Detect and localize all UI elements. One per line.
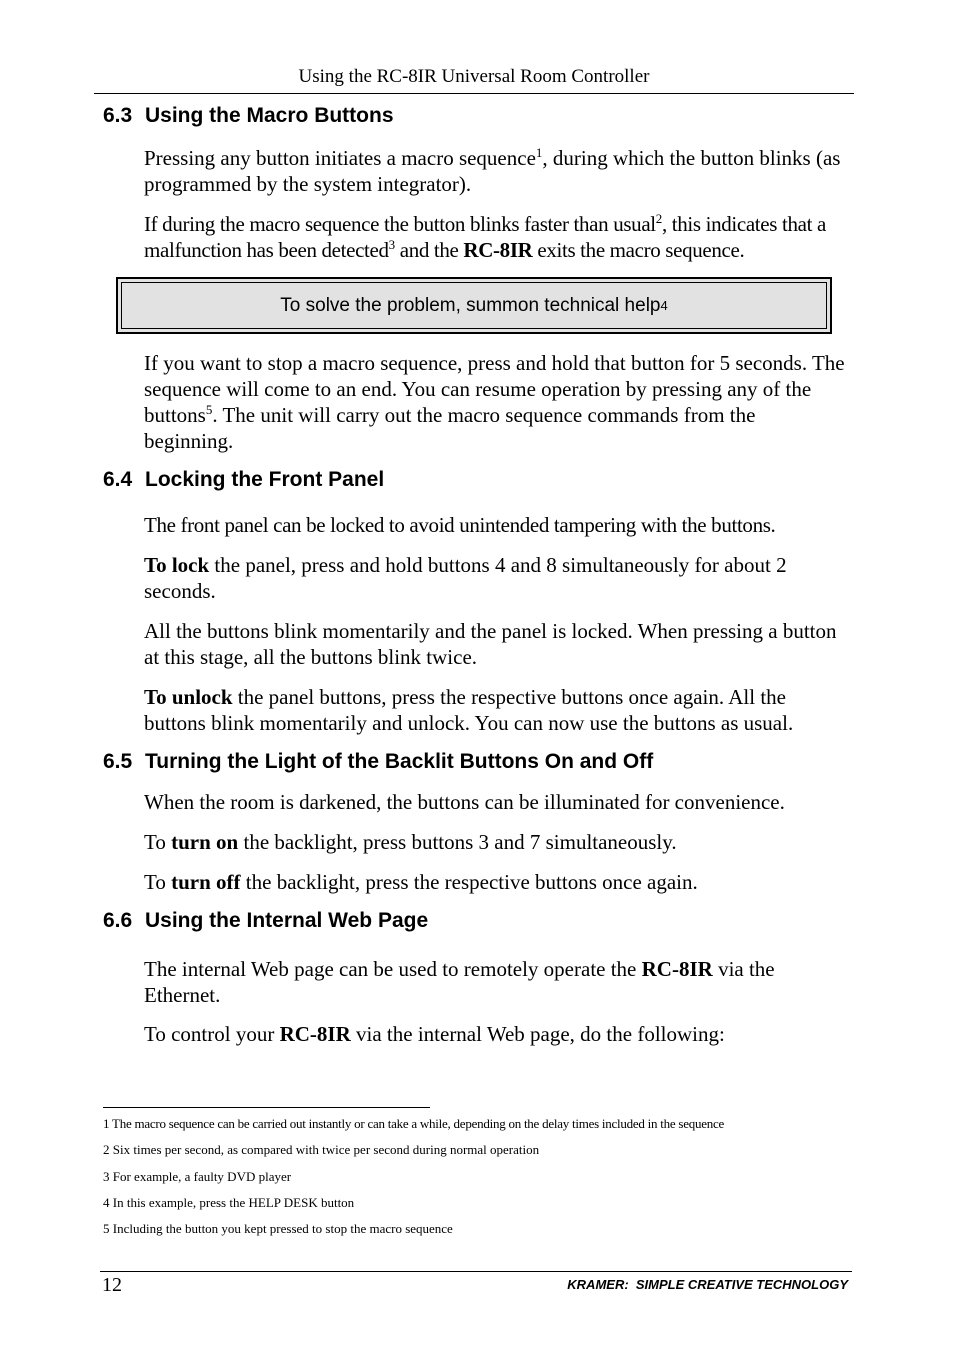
section-number: 6.4 <box>103 468 133 491</box>
section-number: 6.3 <box>103 104 133 127</box>
bold-run: turn off <box>171 870 241 894</box>
text-run: the panel buttons, press the respective buttons once again. All the buttons blink momentarily and unlock. You can now use the buttons as usual. <box>144 685 794 735</box>
text-run: To <box>144 830 172 854</box>
footnote-2: 2 Six times per second, as compared with twice per second during normal operation <box>103 1142 540 1157</box>
footer-rule <box>100 1271 852 1272</box>
paragraph-to-unlock <box>144 684 849 736</box>
footnote-ref-2: 2 <box>655 211 662 226</box>
section-heading-6-4 <box>103 468 384 492</box>
paragraph-lock-intro: The front panel can be locked to avoid unintended tampering with the buttons. <box>144 513 776 537</box>
section-heading-6-5 <box>103 750 653 774</box>
bold-run: To unlock <box>144 685 233 709</box>
paragraph-stop-macro <box>144 350 849 454</box>
text-run: . The unit will carry out the macro sequence commands from the beginning. <box>144 403 756 453</box>
text-run: and the <box>394 238 464 262</box>
footnote-5: 5 Including the button you kept pressed to stop the macro sequence <box>103 1221 453 1236</box>
paragraph-turn-off <box>144 869 849 895</box>
text-run: The internal Web page can be used to remotely operate the <box>144 957 642 981</box>
text-run: If you want to stop a macro sequence, press and hold that button for 5 seconds. The sequence will come to an end. You can resume operation by pressing any of the buttons <box>144 351 845 427</box>
footnote-1: 1 The macro sequence can be carried out instantly or can take a while, depending on the delay times included in the sequence <box>103 1116 725 1131</box>
text-run: via the internal Web page, do the following: <box>350 1022 725 1046</box>
text-run: the backlight, press the respective buttons once again. <box>240 870 698 894</box>
text-run: via the Ethernet. <box>144 957 775 1007</box>
paragraph-lock-blink: All the buttons blink momentarily and the panel is locked. When pressing a button at this stage, all the buttons blink twice. <box>144 619 837 669</box>
footnote-ref-1: 1 <box>535 145 543 160</box>
text-run: the panel, press and hold buttons 4 and 8 simultaneously for about 2 seconds. <box>144 553 787 603</box>
section-number: 6.5 <box>103 750 133 773</box>
paragraph-macro-intro <box>144 145 849 197</box>
section-heading-6-6 <box>103 909 428 933</box>
text-run: , during which the button blinks (as programmed by the system integrator). <box>144 146 841 196</box>
product-name: RC-8IR <box>641 957 713 981</box>
footer-brand: KRAMER: SIMPLE CREATIVE TECHNOLOGY <box>567 1277 848 1292</box>
paragraph-to-lock <box>144 552 849 604</box>
paragraph-web-intro <box>144 956 849 1008</box>
text-run: To <box>144 870 172 894</box>
text-run: To control your <box>144 1022 280 1046</box>
paragraph-backlight-intro: When the room is darkened, the buttons can be illuminated for convenience. <box>144 790 785 814</box>
note-box-inner: To solve the problem, summon technical help 4 <box>121 282 827 329</box>
header-rule <box>94 93 854 94</box>
product-name: RC-8IR <box>463 238 533 262</box>
footnote-ref-3: 3 <box>388 237 395 252</box>
paragraph-malfunction <box>144 211 849 263</box>
text-run: , this indicates that a malfunction has been detected <box>144 212 826 262</box>
section-title: Turning the Light of the Backlit Buttons On and Off <box>145 750 654 773</box>
paragraph-turn-on <box>144 829 849 855</box>
note-text: To solve the problem, summon technical help <box>280 294 661 316</box>
footnote-3: 3 For example, a faulty DVD player <box>103 1169 292 1184</box>
product-name: RC-8IR <box>279 1022 351 1046</box>
note-box <box>116 277 832 334</box>
footnote-4: 4 In this example, press the HELP DESK button <box>103 1195 355 1210</box>
page-number: 12 <box>102 1274 122 1296</box>
paragraph-web-control <box>144 1021 849 1047</box>
section-title: Locking the Front Panel <box>145 468 385 491</box>
section-heading-6-3 <box>103 104 394 128</box>
bold-run: To lock <box>144 553 210 577</box>
footnote-rule <box>103 1107 430 1108</box>
footnote-ref-5: 5 <box>205 402 213 417</box>
section-title: Using the Internal Web Page <box>145 909 429 932</box>
text-run: exits the macro sequence. <box>532 238 745 262</box>
bold-run: turn on <box>171 830 239 854</box>
section-title: Using the Macro Buttons <box>145 104 394 127</box>
text-run: the backlight, press buttons 3 and 7 simultaneously. <box>238 830 677 854</box>
section-number: 6.6 <box>103 909 133 932</box>
text-run: Pressing any button initiates a macro sequence <box>144 146 536 170</box>
running-header: Using the RC-8IR Universal Room Controller <box>298 66 650 87</box>
text-run: If during the macro sequence the button blinks faster than usual <box>144 212 656 236</box>
